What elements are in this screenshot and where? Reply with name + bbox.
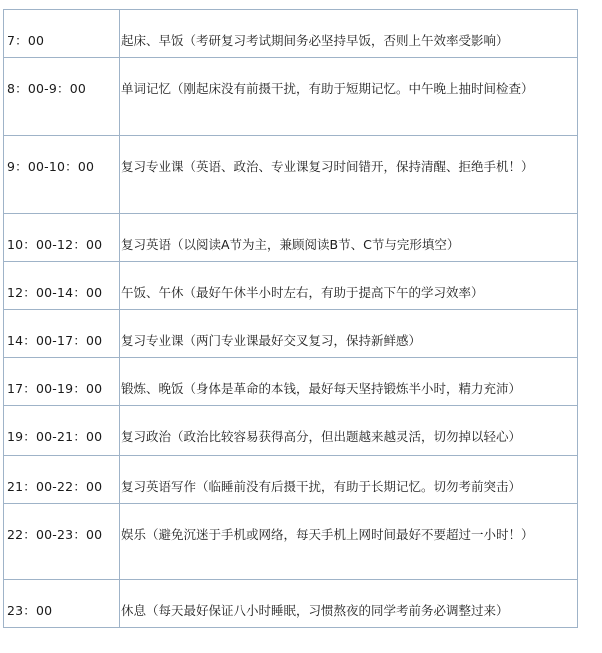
activity-cell: 锻炼、晚饭（身体是革命的本钱，最好每天坚持锻炼半小时，精力充沛） <box>120 358 578 406</box>
table-row <box>4 136 578 214</box>
time-cell: 17：00-19：00 <box>4 358 120 406</box>
table-row <box>4 10 578 58</box>
activity-cell: 复习专业课（两门专业课最好交叉复习，保持新鲜感） <box>120 310 578 358</box>
table-row <box>4 358 578 406</box>
time-cell: 8：00-9：00 <box>4 58 120 136</box>
time-cell: 23：00 <box>4 580 120 628</box>
time-cell: 10：00-12：00 <box>4 214 120 262</box>
activity-cell: 娱乐（避免沉迷于手机或网络，每天手机上网时间最好不要超过一小时！） <box>120 504 578 580</box>
time-cell: 12：00-14：00 <box>4 262 120 310</box>
table-row <box>4 504 578 580</box>
table-row <box>4 580 578 628</box>
activity-cell: 复习英语（以阅读A节为主，兼顾阅读B节、C节与完形填空） <box>120 214 578 262</box>
activity-cell: 起床、早饭（考研复习考试期间务必坚持早饭，否则上午效率受影响） <box>120 10 578 58</box>
time-cell: 21：00-22：00 <box>4 456 120 504</box>
activity-cell: 休息（每天最好保证八小时睡眠，习惯熬夜的同学考前务必调整过来） <box>120 580 578 628</box>
table-row <box>4 214 578 262</box>
table-row <box>4 406 578 456</box>
schedule-table <box>3 9 578 628</box>
time-cell: 14：00-17：00 <box>4 310 120 358</box>
activity-cell: 复习英语写作（临睡前没有后摄干扰，有助于长期记忆。切勿考前突击） <box>120 456 578 504</box>
time-cell: 19：00-21：00 <box>4 406 120 456</box>
activity-cell: 单词记忆（刚起床没有前摄干扰，有助于短期记忆。中午晚上抽时间检查） <box>120 58 578 136</box>
activity-cell: 午饭、午休（最好午休半小时左右，有助于提高下午的学习效率） <box>120 262 578 310</box>
time-cell: 22：00-23：00 <box>4 504 120 580</box>
activity-cell: 复习专业课（英语、政治、专业课复习时间错开，保持清醒、拒绝手机！） <box>120 136 578 214</box>
table-row <box>4 310 578 358</box>
table-row <box>4 262 578 310</box>
table-row <box>4 58 578 136</box>
activity-cell: 复习政治（政治比较容易获得高分，但出题越来越灵活，切勿掉以轻心） <box>120 406 578 456</box>
time-cell: 9：00-10：00 <box>4 136 120 214</box>
time-cell: 7：00 <box>4 10 120 58</box>
table-row <box>4 456 578 504</box>
